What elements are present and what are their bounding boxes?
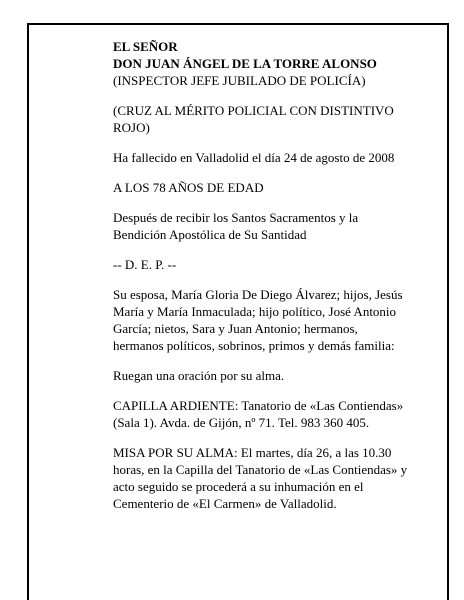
rip-paragraph <box>113 256 439 273</box>
mass-line: acto seguido se procederá a su inhumación en el <box>113 479 364 494</box>
family-line: Su esposa, María Gloria De Diego Álvarez; hijos, Jesús <box>113 287 403 302</box>
sacraments-paragraph <box>113 209 439 243</box>
rip-line: -- D. E. P. -- <box>113 257 177 272</box>
chapel-line: (Sala 1). Avda. de Gijón, nº 71. Tel. 983 360 405. <box>113 415 370 430</box>
death-paragraph <box>113 149 439 166</box>
frame-top-border <box>27 23 449 25</box>
chapel-line: CAPILLA ARDIENTE: Tanatorio de «Las Contiendas» <box>113 398 404 413</box>
deceased-rank: (INSPECTOR JEFE JUBILADO DE POLICÍA) <box>113 73 366 88</box>
frame-left-border <box>27 23 29 600</box>
award-paragraph <box>113 102 439 136</box>
deceased-header <box>113 38 439 89</box>
death-line: Ha fallecido en Valladolid el día 24 de agosto de 2008 <box>113 150 395 165</box>
family-paragraph <box>113 286 439 354</box>
family-line: García; nietos, Sara y Juan Antonio; hermanos, <box>113 321 358 336</box>
age-paragraph <box>113 179 439 196</box>
award-line: (CRUZ AL MÉRITO POLICIAL CON DISTINTIVO <box>113 103 394 118</box>
sacraments-line: Después de recibir los Santos Sacramentos y la <box>113 210 359 225</box>
sacraments-line: Bendición Apostólica de Su Santidad <box>113 227 307 242</box>
mass-line: horas, en la Capilla del Tanatorio de «Las Contiendas» y <box>113 462 408 477</box>
mass-line: MISA POR SU ALMA: El martes, día 26, a las 10.30 <box>113 445 392 460</box>
age-line: A LOS 78 AÑOS DE EDAD <box>113 180 264 195</box>
award-line: ROJO) <box>113 120 150 135</box>
obituary-notice <box>113 38 439 525</box>
prayer-paragraph <box>113 367 439 384</box>
mass-line: Cementerio de «El Carmen» de Valladolid. <box>113 496 337 511</box>
deceased-name: DON JUAN ÁNGEL DE LA TORRE ALONSO <box>113 56 377 71</box>
frame-right-border <box>447 23 449 600</box>
chapel-paragraph <box>113 397 439 431</box>
family-line: hermanos políticos, sobrinos, primos y demás familia: <box>113 338 395 353</box>
prayer-line: Ruegan una oración por su alma. <box>113 368 285 383</box>
title-line: EL SEÑOR <box>113 39 178 54</box>
mass-paragraph <box>113 444 439 512</box>
family-line: María y María Inmaculada; hijo político, José Antonio <box>113 304 397 319</box>
